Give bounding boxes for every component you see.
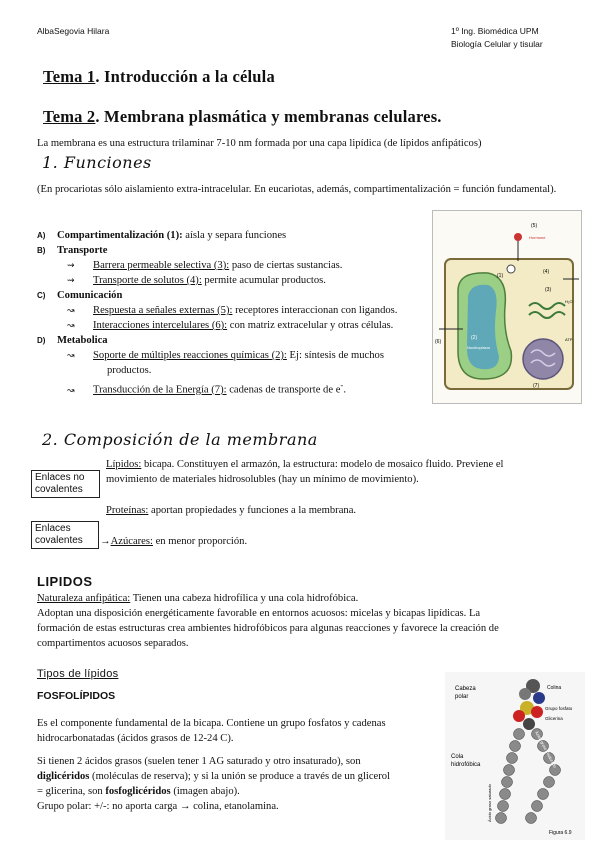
proteinas-text: Proteínas: aportan propiedades y funciones a la membrana. (106, 505, 357, 516)
arrow-icon: → (100, 536, 111, 547)
list-item: ↝ Interacciones intercelulares (6): con matriz extracelular y otras células. (37, 318, 437, 333)
fig2-label: Glicerina (545, 716, 563, 721)
fig2-label: Grupo fosfato (545, 706, 573, 711)
lipidos-body: Naturaleza anfipática: Tienen una cabeza hidrofílica y una cola hidrofóbica. Adoptan una disposición energéticamente favorable en entornos acuosos: micelas y bicapas lipídicas. La formación de estas estructuras crea ambientes hidrofóbicos para algunas reacciones y favorece la creación de compartimentos acuosos separados. (37, 593, 499, 649)
arrow-icon: ⇝ (67, 275, 75, 285)
tema2-heading (43, 107, 442, 127)
lipidos-paragraph: Lípidos: bicapa. Constituyen el armazón, la estructura: modelo de mosaico fluido. Previene el movimiento de materiales hidrosolubles (hay un mínimo de movimiento). (106, 459, 504, 485)
list-item: ⇝ Transporte de solutos (4): permite acumular productos. (37, 273, 437, 288)
list-item: ⇝ Barrera permeable selectiva (3): paso de ciertas sustancias. (37, 258, 437, 273)
funciones-heading: 1. Funciones (42, 153, 152, 172)
list-item: productos. (107, 365, 152, 376)
list-item: ↝ Respuesta a señales externas (5): receptores interaccionan con ligandos. (37, 303, 437, 318)
fig1-label: Nucleoplasm (467, 345, 491, 350)
tema1-title: . Introducción a la célula (95, 67, 275, 86)
list-item: A) Compartimentalización (1): aísla y separa funciones (37, 230, 287, 241)
fig2-label: Cola (451, 754, 464, 760)
arrow-icon: ⇝ (67, 260, 75, 270)
fig1-label: (2) (471, 335, 478, 341)
funciones-note: (En procariotas sólo aislamiento extra-intracelular. En eucariotas, además, compartimentalización = función fundamental). (37, 184, 557, 195)
list-item: B) Transporte (37, 245, 108, 256)
fosfolipidos-body: Es el componente fundamental de la bicapa. Contiene un grupo fosfatos y cadenas hidrocarbonatadas (ácidos grasos de 12-24 C). Si tienen 2 ácidos grasos (suelen tener 1 AG saturado y otro insaturado), son diglicéridos (moléculas de reserva); y si la unión se produce a través de un glicerol = glicerina, son fosfoglicéridos (imagen abajo). Grupo polar: +/-: no aporta carga → colina, etanolamina. (37, 718, 391, 812)
tema2-title: . Membrana plasmática y membranas celulares. (95, 107, 442, 126)
fosfolipidos-heading: FOSFOLÍPIDOS (37, 690, 116, 702)
cell-membrane-figure (432, 210, 582, 404)
tipos-heading: Tipos de lípidos (37, 668, 119, 680)
list-item: ↝ Soporte de múltiples reacciones químicas (2): Ej: síntesis de muchos (37, 348, 437, 363)
enlaces-no-covalentes-box: Enlaces no covalentes (31, 470, 100, 498)
funciones-list (37, 228, 437, 398)
fig1-label: (7) (533, 383, 540, 389)
list-item: C) Comunicación (37, 290, 123, 301)
subject-name: Biología Celular y tisular (451, 39, 543, 49)
azucares-text: →Azúcares: en menor proporción. (100, 536, 248, 547)
fig2-label: Colina (547, 685, 562, 691)
fig1-label: ATP (565, 337, 573, 342)
fig2-caption: Figura 6.9 (549, 830, 572, 836)
fig2-label: Ácido graso insaturado (534, 730, 558, 769)
list-item: ↝ Transducción de la Energía (7): cadenas de transporte de e-. (37, 378, 437, 398)
fig1-label: (5) (531, 223, 538, 229)
arrow-icon: ↝ (67, 350, 75, 360)
arrow-icon: ↝ (67, 305, 75, 315)
phospholipid-figure (445, 672, 585, 840)
fig1-label: H₂O (565, 299, 573, 304)
fig2-label: polar (455, 694, 469, 700)
fig2-label: hidrofóbica (451, 762, 481, 768)
author-name: AlbaSegovia Hilara (37, 26, 110, 36)
intro-text: La membrana es una estructura trilaminar 7-10 nm formada por una capa lipídica (de lípidos anfipáticos) (37, 138, 482, 149)
course-name: 1º Ing. Biomédica UPM (451, 26, 539, 36)
composicion-heading: 2. Composición de la membrana (42, 430, 318, 449)
fig1-label: (6) (435, 339, 442, 345)
arrow-icon: ↝ (67, 384, 75, 395)
fig2-label: Ácido graso saturado (487, 784, 492, 822)
list-item: D) Metabolica (37, 335, 108, 346)
fig2-label: Cabeza (455, 686, 476, 692)
fig1-label: Hormone (529, 235, 546, 240)
fig1-label: (3) (545, 287, 552, 293)
cell-diagram (433, 211, 581, 403)
tema2-label: Tema 2 (43, 107, 96, 126)
fig1-label: (1) (497, 273, 504, 279)
phospholipid-model (445, 672, 585, 840)
tema1-heading (43, 67, 275, 87)
lipidos-heading: LIPIDOS (37, 574, 93, 589)
fig1-label: (4) (543, 269, 550, 275)
enlaces-covalentes-box: Enlaces covalentes (31, 521, 99, 549)
tema1-label: Tema 1 (43, 67, 96, 86)
arrow-icon: ↝ (67, 320, 75, 330)
